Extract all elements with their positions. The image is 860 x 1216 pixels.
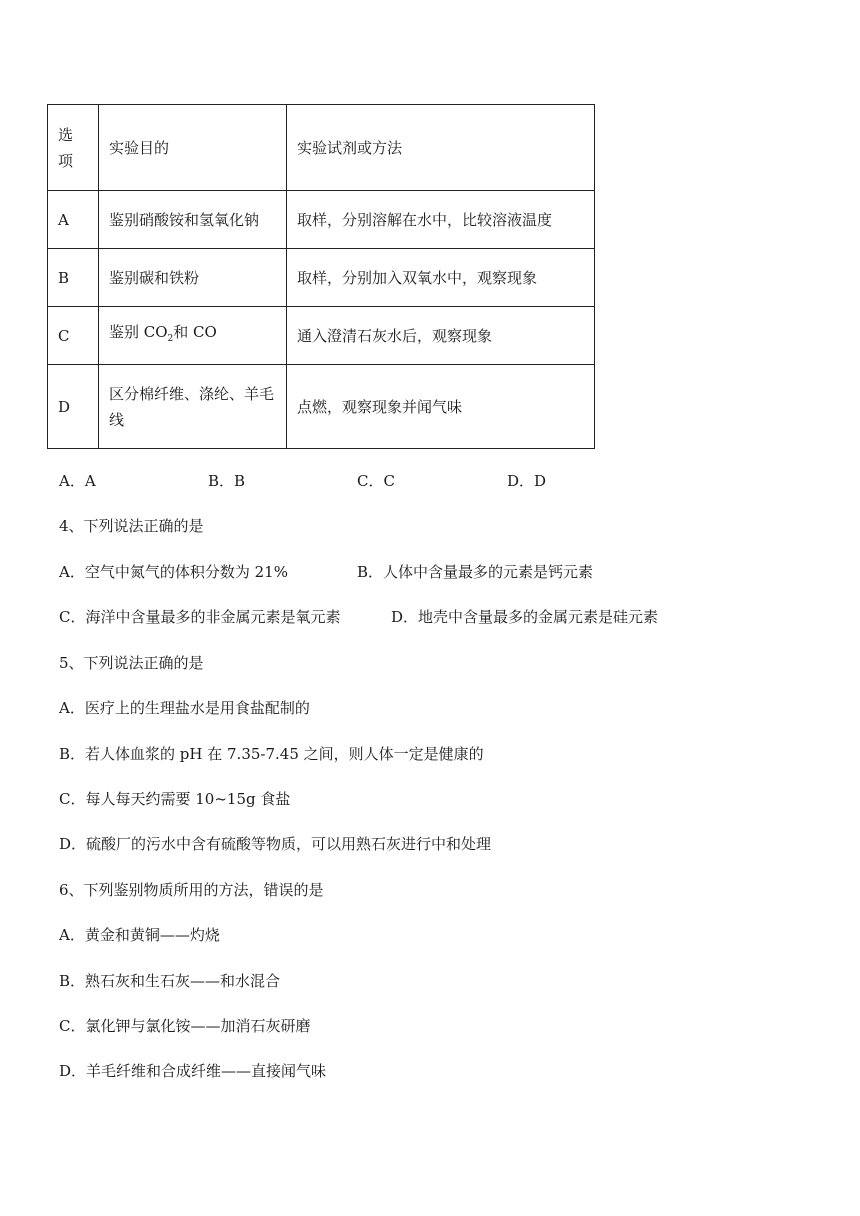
table-row [48, 307, 595, 365]
row-purpose: 鉴别碳和铁粉 [99, 249, 287, 307]
q5-option-c: C．每人每天约需要 10~15g 食盐 [59, 790, 291, 808]
q4-option-d: D．地壳中含量最多的金属元素是硅元素 [391, 608, 659, 626]
q4-option-a: A．空气中氮气的体积分数为 21% [59, 563, 288, 581]
q4-stem: 4、下列说法正确的是 [59, 517, 204, 535]
table-row [48, 249, 595, 307]
q5-option-b: B．若人体血浆的 pH 在 7.35-7.45 之间，则人体一定是健康的 [59, 745, 484, 763]
row-option: B [48, 249, 99, 307]
q5-option-d: D．硫酸厂的污水中含有硫酸等物质，可以用熟石灰进行中和处理 [59, 835, 492, 853]
q3-choice-a: A．A [59, 472, 96, 490]
q6-option-a: A．黄金和黄铜——灼烧 [59, 926, 220, 944]
table-header-row [48, 105, 595, 191]
q4-option-b: B．人体中含量最多的元素是钙元素 [357, 563, 594, 581]
table-row [48, 365, 595, 449]
purpose-text: 鉴别 CO [109, 323, 168, 341]
q6-stem: 6、下列鉴别物质所用的方法，错误的是 [59, 881, 324, 899]
q3-choice-d: D．D [507, 472, 547, 490]
header-option-char-2: 项 [58, 151, 74, 170]
purpose-text: 和 CO [173, 323, 217, 341]
q5-stem: 5、下列说法正确的是 [59, 654, 204, 672]
subscript: 2 [167, 334, 174, 344]
header-option-char-1: 选 [58, 125, 74, 144]
row-method: 取样，分别加入双氧水中，观察现象 [287, 249, 595, 307]
header-purpose: 实验目的 [99, 105, 287, 191]
row-option: A [48, 191, 99, 249]
table-row [48, 191, 595, 249]
experiment-table [47, 104, 595, 449]
row-purpose: 鉴别硝酸铵和氢氧化钠 [99, 191, 287, 249]
header-option [48, 105, 99, 191]
row-option: D [48, 365, 99, 449]
row-method: 点燃，观察现象并闻气味 [287, 365, 595, 449]
row-method: 取样，分别溶解在水中，比较溶液温度 [287, 191, 595, 249]
q6-option-d: D．羊毛纤维和合成纤维——直接闻气味 [59, 1062, 327, 1080]
q4-option-c: C．海洋中含量最多的非金属元素是氧元素 [59, 608, 341, 626]
header-method: 实验试剂或方法 [287, 105, 595, 191]
q3-choice-b: B．B [208, 472, 246, 490]
row-method: 通入澄清石灰水后，观察现象 [287, 307, 595, 365]
q6-option-b: B．熟石灰和生石灰——和水混合 [59, 972, 281, 990]
q5-option-a: A．医疗上的生理盐水是用食盐配制的 [59, 699, 310, 717]
row-purpose [99, 307, 287, 365]
q3-choice-c: C．C [357, 472, 395, 490]
q6-option-c: C．氯化钾与氯化铵——加消石灰研磨 [59, 1017, 311, 1035]
row-option: C [48, 307, 99, 365]
row-purpose: 区分棉纤维、涤纶、羊毛线 [99, 365, 287, 449]
